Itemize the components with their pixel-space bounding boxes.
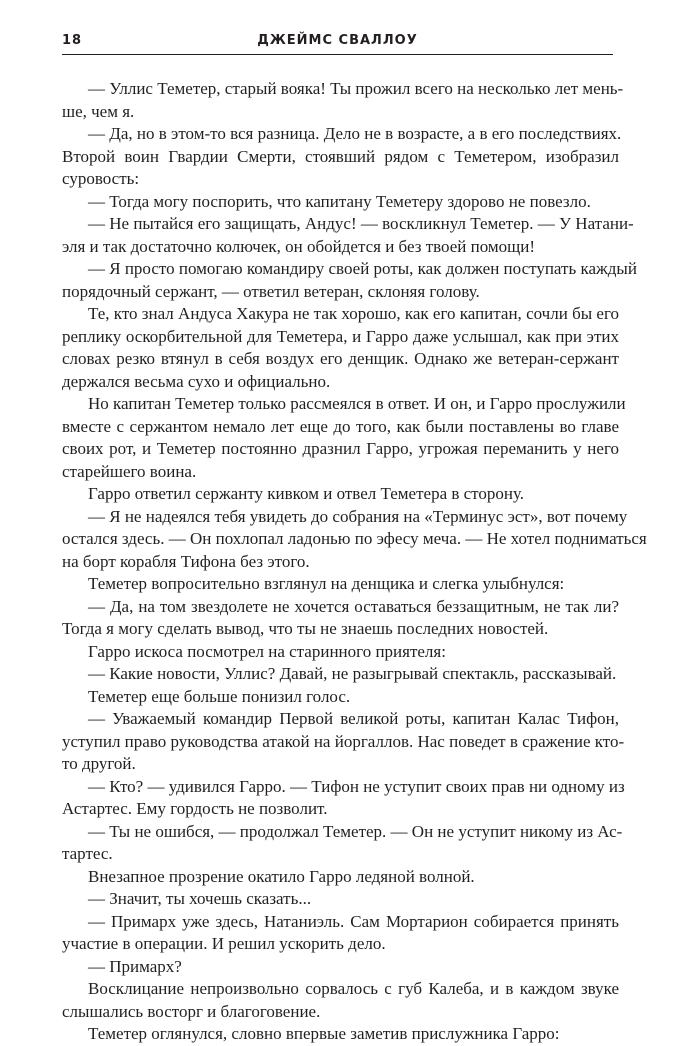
text-line: старейшего воина. xyxy=(62,461,197,481)
text-line: — Я не надеялся тебя увидеть до собрания на «Терминус эст», вот почему xyxy=(88,506,628,526)
text-line: слышались восторг и благоговение. xyxy=(62,1001,321,1021)
text-line: — Какие новости, Уллис? Давай, не разыгрывай спектакль, рассказывай. xyxy=(88,664,617,683)
text-line: ше, чем я. xyxy=(62,101,135,121)
text-line: Гарро искоса посмотрел на старинного приятеля: xyxy=(88,641,446,661)
text-line: — Ты не ошибся, — продолжал Теметер. — Он не уступит никому из Ас- xyxy=(88,821,623,841)
text-line: — Значит, ты хочешь сказать... xyxy=(88,889,312,908)
text-line: Но капитан Теметер только рассмеялся в ответ. И он, и Гарро прослужили xyxy=(88,394,626,413)
text-line: Теметер вопросительно взглянул на денщика и слегка улыбнулся: xyxy=(88,574,565,593)
text-line: порядочный сержант, — ответил ветеран, склоняя голову. xyxy=(62,281,480,301)
text-line: — Я просто помогаю командиру своей роты, как должен поступать каждый xyxy=(88,259,637,278)
text-line: остался здесь. — Он похлопал ладонью по эфесу меча. — Не хотел подниматься xyxy=(62,529,647,548)
text-line: — Кто? — удивился Гарро. — Тифон не уступит своих прав ни одному из xyxy=(88,776,625,796)
text-line: — Тогда могу поспорить, что капитану Теметеру здорово не повезло. xyxy=(88,191,591,211)
text-line: Теметер оглянулся, словно впервые заметив прислужника Гарро: xyxy=(88,1024,560,1043)
text-line: тартес. xyxy=(62,844,113,863)
text-line: держался весьма сухо и официально. xyxy=(62,371,331,391)
page-number: 18 xyxy=(62,33,83,48)
text-line: Те, кто знал Андуса Хакура не так хорошо, как его капитан, сочли бы его xyxy=(88,304,619,323)
text-line: — Уллис Теметер, старый вояка! Ты прожил всего на несколько лет мень- xyxy=(88,79,624,98)
running-header xyxy=(62,30,613,55)
text-line: то другой. xyxy=(62,754,136,773)
text-line: — Примарх уже здесь, Натаниэль. Сам Мортарион собирается принять xyxy=(88,911,619,931)
text-line: вместе с сержантом немало лет еще до того, как были поставлены во главе xyxy=(62,416,619,436)
text-line: Теметер еще больше понизил голос. xyxy=(88,686,351,706)
text-line: — Не пытайся его защищать, Андус! — воскликнул Теметер. — У Натани- xyxy=(88,214,634,233)
text-line: своих рот, и Теметер постоянно дразнил Гарро, угрожая переманить у него xyxy=(62,439,619,458)
text-line: Внезапное прозрение окатило Гарро ледяной волной. xyxy=(88,866,475,886)
text-line: Гарро ответил сержанту кивком и отвел Теметера в сторону. xyxy=(88,484,525,503)
text-line: уступил право руководства атакой на йоргаллов. Нас поведет в сражение кто- xyxy=(62,731,625,751)
text-line: Второй воин Гвардии Смерти, стоявший рядом с Теметером, изобразил xyxy=(62,146,619,166)
text-line: суровость: xyxy=(62,169,140,188)
text-line: участие в операции. И решил ускорить дело. xyxy=(62,934,386,953)
text-line: реплику оскорбительной для Теметера, и Гарро даже услышал, как при этих xyxy=(62,326,619,346)
text-line: Тогда я могу сделать вывод, что ты не знаешь последних новостей. xyxy=(62,619,549,638)
body-text xyxy=(62,78,647,1046)
text-line: эля и так достаточно колючек, он обойдется и без твоей помощи! xyxy=(62,236,536,256)
text-line: — Да, но в этом-то вся разница. Дело не в возрасте, а в его последствиях. xyxy=(88,124,622,143)
text-line: — Уважаемый командир Первой великой роты, капитан Калас Тифон, xyxy=(88,709,619,728)
text-line: на борт корабля Тифона без этого. xyxy=(62,551,310,571)
text-line: Астартес. Ему гордость не позволит. xyxy=(62,799,328,818)
running-title-author: ДЖЕЙМС СВАЛЛОУ xyxy=(257,33,418,48)
text-line: — Примарх? xyxy=(88,956,182,976)
text-line: словах резко втянул в себя воздух его денщик. Однако же ветеран-сержант xyxy=(62,349,619,368)
text-line: Восклицание непроизвольно сорвалось с губ Калеба, и в каждом звуке xyxy=(88,979,619,998)
text-line: — Да, на том звездолете не хочется оставаться беззащитным, не так ли? xyxy=(88,596,619,616)
